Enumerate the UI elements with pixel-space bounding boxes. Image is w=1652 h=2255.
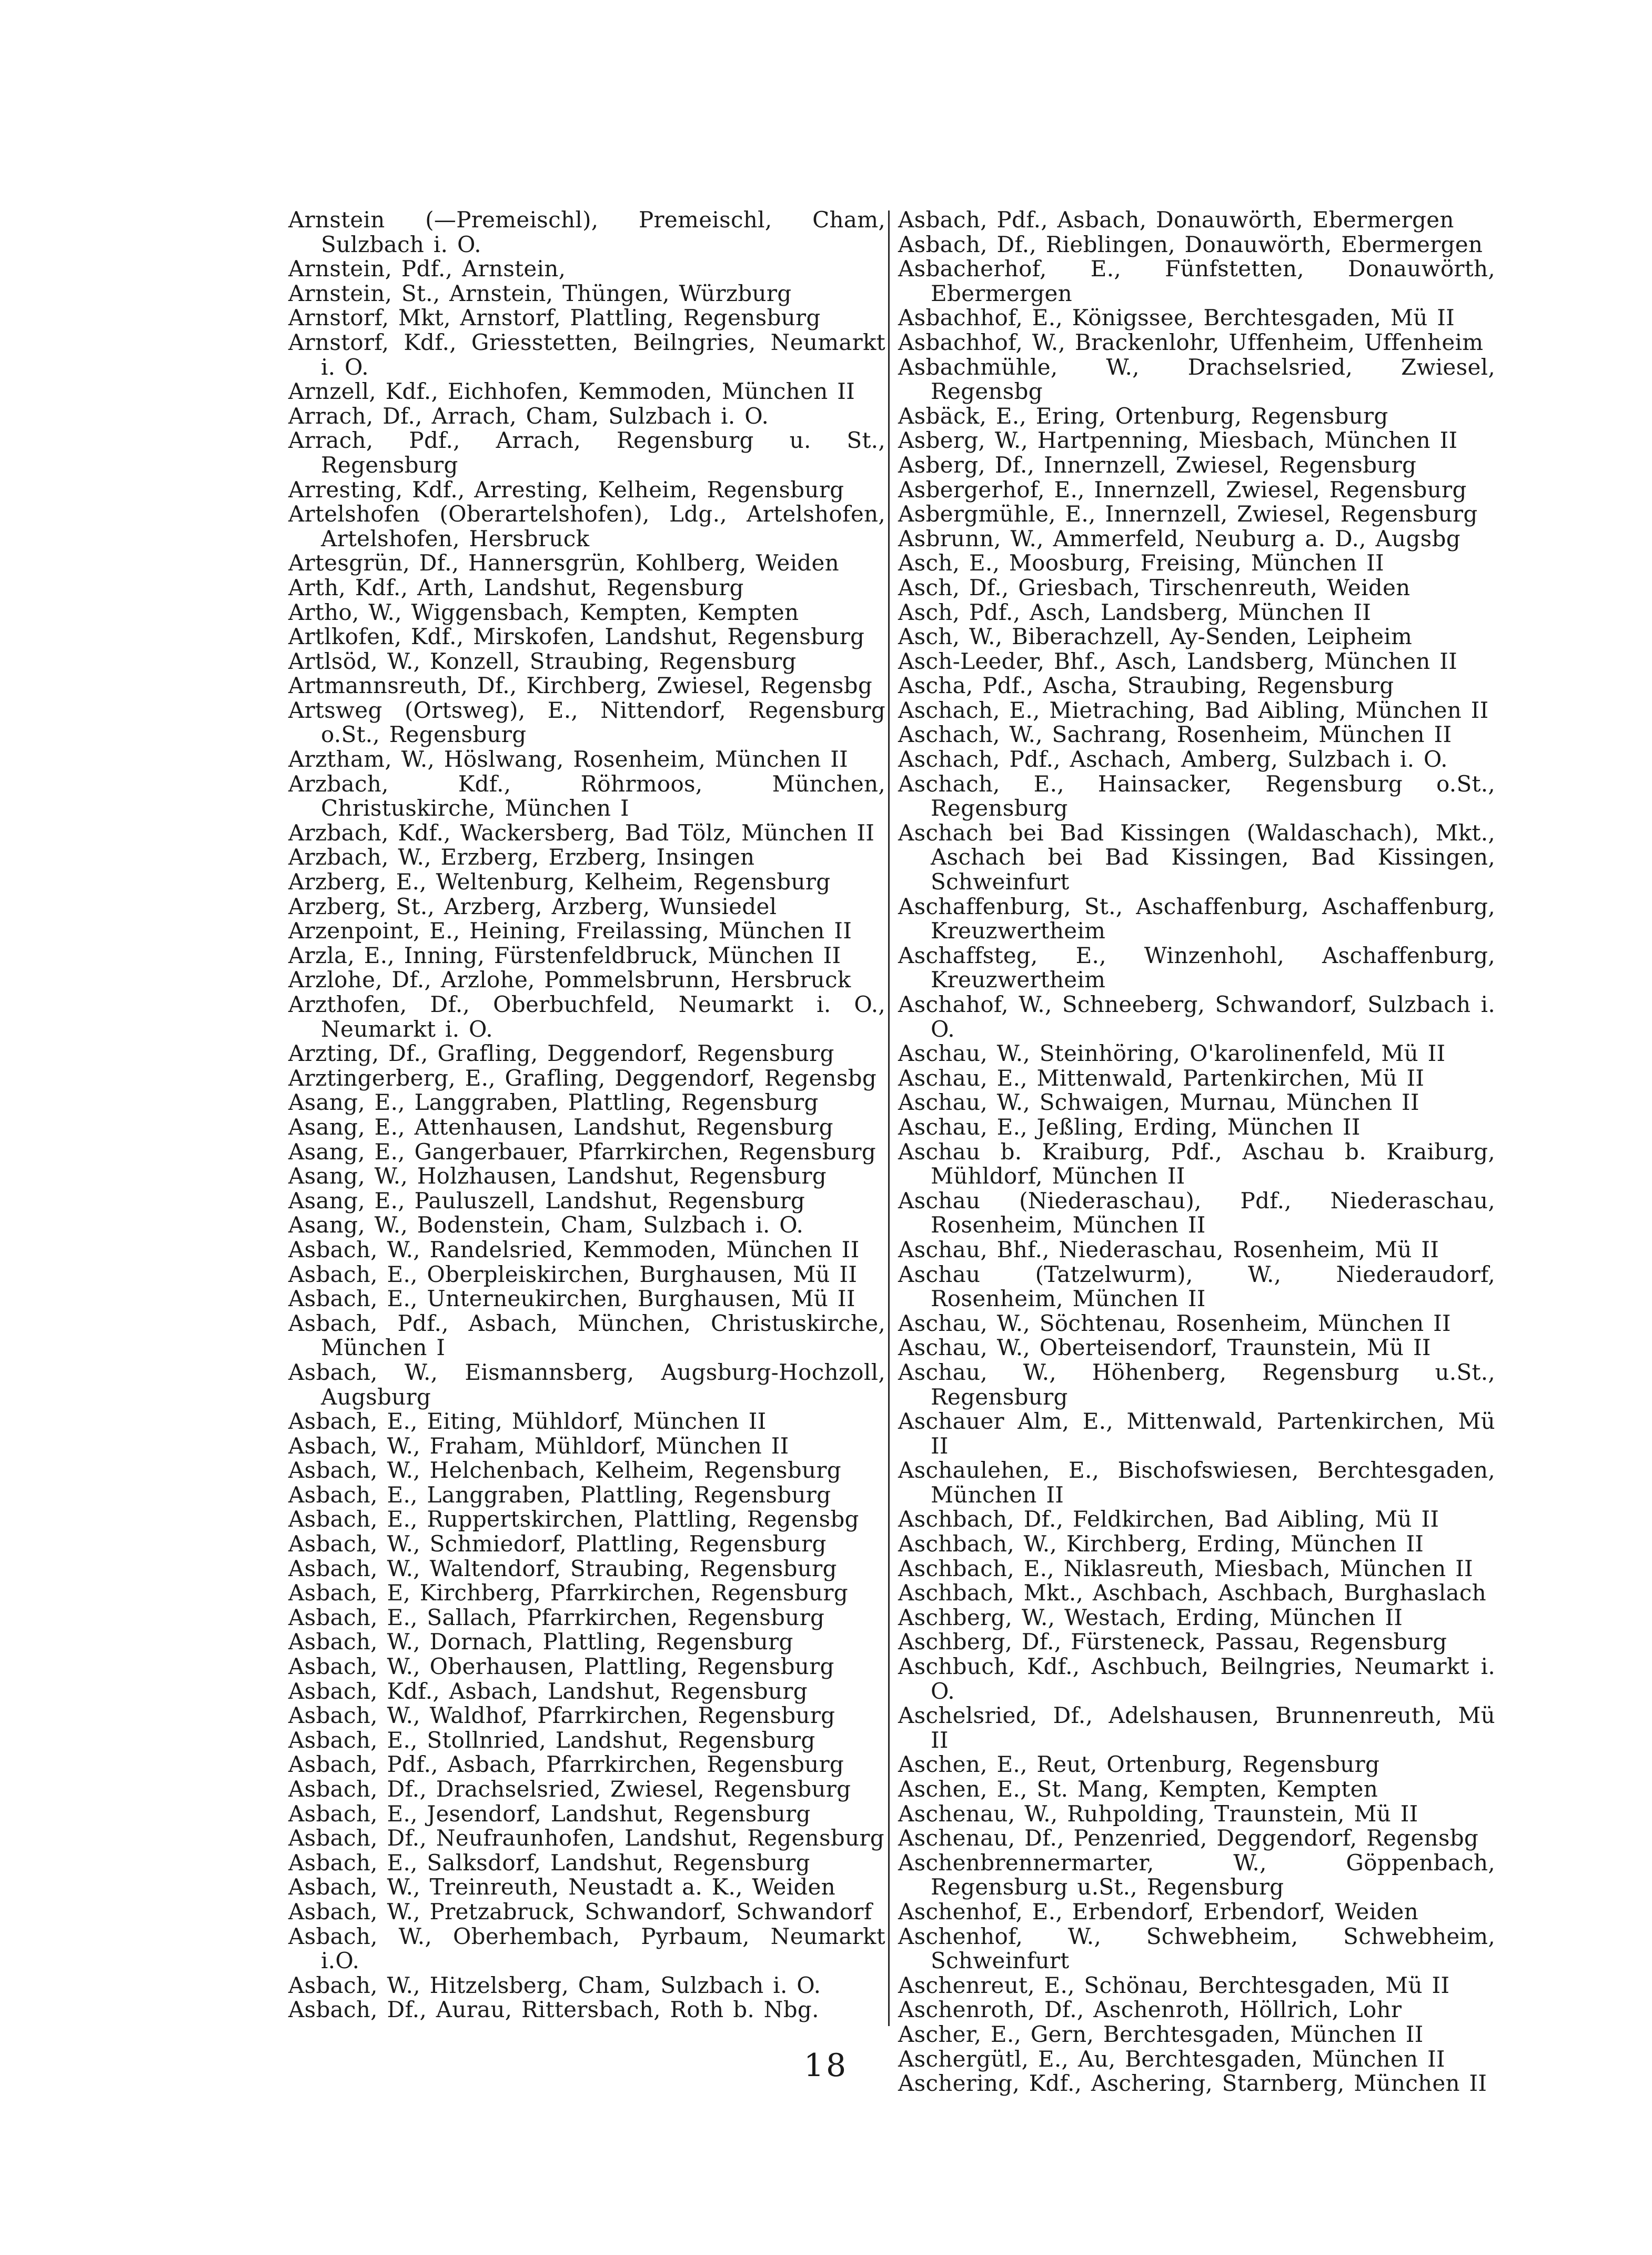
gazetteer-entry: Aschach bei Bad Kissingen (Waldaschach), Mkt., Aschach bei Bad Kissingen, Bad Kissingen, Schweinfurt xyxy=(898,819,1495,895)
gazetteer-entry: Asbach, E., Jesendorf, Landshut, Regensburg xyxy=(288,1800,811,1827)
gazetteer-entry: Arnstorf, Kdf., Griesstetten, Beilngries, Neumarkt i. O. xyxy=(288,329,885,380)
gazetteer-entry: Asbach, E., Langgraben, Plattling, Regensburg xyxy=(288,1481,831,1508)
gazetteer-entry: Aschelsried, Df., Adelshausen, Brunnenreuth, Mü II xyxy=(898,1702,1495,1753)
gazetteer-entry: Asbach, W., Dornach, Plattling, Regensburg xyxy=(288,1629,793,1655)
gazetteer-entry: Asbachhof, E., Königssee, Berchtesgaden, Mü II xyxy=(898,305,1455,331)
gazetteer-entry: Asbach, W., Waltendorf, Straubing, Regensburg xyxy=(288,1555,837,1581)
gazetteer-entry: Arzthofen, Df., Oberbuchfeld, Neumarkt i. O., Neumarkt i. O. xyxy=(288,991,885,1042)
right-column xyxy=(898,208,1495,2096)
gazetteer-entry: Asch, Df., Griesbach, Tirschenreuth, Weiden xyxy=(898,574,1411,600)
gazetteer-entry: Asbach, Df., Drachselsried, Zwiesel, Regensburg xyxy=(288,1776,851,1802)
left-column xyxy=(288,208,885,2022)
gazetteer-entry: Asbachhof, W., Brackenlohr, Uffenheim, Uffenheim xyxy=(898,329,1484,355)
gazetteer-entry: Asbach, Pdf., Asbach, München, Christuskirche, München I xyxy=(288,1310,885,1361)
gazetteer-entry: Asch-Leeder, Bhf., Asch, Landsberg, München II xyxy=(898,648,1458,674)
gazetteer-entry: Arzbach, Kdf., Wackersberg, Bad Tölz, München II xyxy=(288,819,875,846)
gazetteer-entry: Aschau, W., Oberteisendorf, Traunstein, Mü II xyxy=(898,1335,1431,1361)
gazetteer-entry: Aschau, Bhf., Niederaschau, Rosenheim, Mü II xyxy=(898,1236,1439,1262)
gazetteer-entry: Asang, W., Bodenstein, Cham, Sulzbach i. O. xyxy=(288,1212,804,1238)
gazetteer-entry: Artmannsreuth, Df., Kirchberg, Zwiesel, Regensbg xyxy=(288,673,873,699)
gazetteer-entry: Asang, E., Langgraben, Plattling, Regensburg xyxy=(288,1089,819,1116)
gazetteer-entry: Arzbach, W., Erzberg, Erzberg, Insingen xyxy=(288,844,755,870)
gazetteer-entry: Artlsöd, W., Konzell, Straubing, Regensburg xyxy=(288,648,797,674)
gazetteer-entry: Aschau, E., Mittenwald, Partenkirchen, Mü II xyxy=(898,1065,1425,1091)
gazetteer-entry: Aschach, W., Sachrang, Rosenheim, München II xyxy=(898,721,1452,748)
gazetteer-entry: Artho, W., Wiggensbach, Kempten, Kempten xyxy=(288,599,799,625)
gazetteer-entry: Aschen, E., St. Mang, Kempten, Kempten xyxy=(898,1776,1378,1802)
gazetteer-entry: Arzla, E., Inning, Fürstenfeldbruck, München II xyxy=(288,942,841,968)
gazetteer-entry: Aschberg, W., Westach, Erding, München II xyxy=(898,1604,1403,1630)
gazetteer-entry: Asbach, W., Pretzabruck, Schwandorf, Schwandorf xyxy=(288,1898,872,1925)
gazetteer-entry: Arzberg, E., Weltenburg, Kelheim, Regensburg xyxy=(288,869,831,895)
gazetteer-entry: Asbergmühle, E., Innernzell, Zwiesel, Regensburg xyxy=(898,501,1478,527)
gazetteer-entry: Asbach, W., Hitzelsberg, Cham, Sulzbach i. O. xyxy=(288,1972,821,1998)
gazetteer-entry: Asang, E., Pauluszell, Landshut, Regensburg xyxy=(288,1187,805,1214)
gazetteer-entry: Aschau, W., Schwaigen, Murnau, München II xyxy=(898,1089,1419,1116)
gazetteer-entry: Asbach, Pdf., Asbach, Donauwörth, Ebermergen xyxy=(898,207,1454,233)
gazetteer-entry: Asbach, W., Schmiedorf, Plattling, Regensburg xyxy=(288,1531,827,1557)
gazetteer-entry: Aschbach, Mkt., Aschbach, Aschbach, Burghaslach xyxy=(898,1580,1487,1606)
gazetteer-entry: Asch, W., Biberachzell, Ay-Senden, Leipheim xyxy=(898,624,1413,650)
gazetteer-entry: Asbach, W., Treinreuth, Neustadt a. K., Weiden xyxy=(288,1874,836,1900)
gazetteer-entry: Asberg, W., Hartpenning, Miesbach, München II xyxy=(898,427,1458,454)
gazetteer-entry: Asbach, E, Kirchberg, Pfarrkirchen, Regensburg xyxy=(288,1580,848,1606)
gazetteer-entry: Ascha, Pdf., Ascha, Straubing, Regensburg xyxy=(898,673,1394,699)
gazetteer-entry: Aschbach, Df., Feldkirchen, Bad Aibling, Mü II xyxy=(898,1506,1439,1532)
gazetteer-entry: Asberg, Df., Innernzell, Zwiesel, Regensburg xyxy=(898,452,1417,478)
gazetteer-entry: Arnstein (—Premeischl), Premeischl, Cham, Sulzbach i. O. xyxy=(288,207,885,257)
gazetteer-entry: Asbach, W., Oberhausen, Plattling, Regensburg xyxy=(288,1653,834,1680)
gazetteer-entry: Asbach, Df., Rieblingen, Donauwörth, Ebermergen xyxy=(898,231,1483,257)
gazetteer-entry: Arnstein, St., Arnstein, Thüngen, Würzburg xyxy=(288,280,792,306)
page-number: 18 xyxy=(803,2047,849,2084)
gazetteer-entry: Aschau (Niederaschau), Pdf., Niederaschau, Rosenheim, München II xyxy=(898,1187,1495,1238)
gazetteer-entry: Arrach, Pdf., Arrach, Regensburg u. St., Regensburg xyxy=(288,427,885,478)
gazetteer-entry: Aschenhof, E., Erbendorf, Erbendorf, Weiden xyxy=(898,1898,1418,1925)
gazetteer-entry: Aschaulehen, E., Bischofswiesen, Berchtesgaden, München II xyxy=(898,1457,1495,1508)
gazetteer-entry: Asbach, E., Oberpleiskirchen, Burghausen, Mü II xyxy=(288,1261,858,1287)
gazetteer-entry: Asbach, Pdf., Asbach, Pfarrkirchen, Regensburg xyxy=(288,1751,844,1778)
gazetteer-entry: Arresting, Kdf., Arresting, Kelheim, Regensburg xyxy=(288,476,844,503)
gazetteer-entry: Asbach, W., Eismannsberg, Augsburg-Hochzoll, Augsburg xyxy=(288,1359,885,1410)
gazetteer-entry: Asbach, E., Sallach, Pfarrkirchen, Regensburg xyxy=(288,1604,825,1630)
gazetteer-entry: Aschenhof, W., Schwebheim, Schwebheim, Schweinfurt xyxy=(898,1923,1495,1974)
gazetteer-entry: Aschach, E., Mietraching, Bad Aibling, München II xyxy=(898,697,1489,723)
gazetteer-entry: Aschau, W., Söchtenau, Rosenheim, München II xyxy=(898,1310,1451,1336)
gazetteer-entry: Asbach, W., Waldhof, Pfarrkirchen, Regensburg xyxy=(288,1702,835,1729)
gazetteer-entry: Asbrunn, W., Ammerfeld, Neuburg a. D., Augsbg xyxy=(898,525,1460,552)
gazetteer-entry: Aschach, Pdf., Aschach, Amberg, Sulzbach i. O. xyxy=(898,746,1448,773)
gazetteer-entry: Aschenbrennermarter, W., Göppenbach, Regensburg u.St., Regensburg xyxy=(898,1849,1495,1900)
gazetteer-entry: Asbach, E., Unterneukirchen, Burghausen, Mü II xyxy=(288,1286,855,1312)
gazetteer-entry: Aschenroth, Df., Aschenroth, Höllrich, Lohr xyxy=(898,1997,1402,2023)
gazetteer-entry: Aschauer Alm, E., Mittenwald, Partenkirchen, Mü II xyxy=(898,1408,1495,1459)
gazetteer-entry: Aschau (Tatzelwurm), W., Niederaudorf, Rosenheim, München II xyxy=(898,1261,1495,1312)
gazetteer-entry: Artsweg (Ortsweg), E., Nittendorf, Regensburg o.St., Regensburg xyxy=(288,697,885,748)
gazetteer-entry: Asbach, E., Ruppertskirchen, Plattling, Regensbg xyxy=(288,1506,859,1532)
gazetteer-entry: Arnzell, Kdf., Eichhofen, Kemmoden, München II xyxy=(288,378,855,405)
column-divider xyxy=(888,211,890,2026)
gazetteer-entry: Arnstorf, Mkt, Arnstorf, Plattling, Regensburg xyxy=(288,305,821,331)
gazetteer-entry: Aschenau, Df., Penzenried, Deggendorf, Regensbg xyxy=(898,1825,1479,1851)
gazetteer-entry: Arzenpoint, E., Heining, Freilassing, München II xyxy=(288,918,852,944)
gazetteer-entry: Aschberg, Df., Fürsteneck, Passau, Regensburg xyxy=(898,1629,1447,1655)
gazetteer-entry: Asbach, Df., Neufraunhofen, Landshut, Regensburg xyxy=(288,1825,884,1851)
gazetteer-entry: Aschach, E., Hainsacker, Regensburg o.St., Regensburg xyxy=(898,770,1495,821)
gazetteer-entry: Ascher, E., Gern, Berchtesgaden, München II xyxy=(898,2021,1424,2047)
gazetteer-entry: Aschau, E., Jeßling, Erding, München II xyxy=(898,1114,1361,1140)
gazetteer-entry: Arzting, Df., Grafling, Deggendorf, Regensburg xyxy=(288,1040,834,1067)
gazetteer-entry: Asang, W., Holzhausen, Landshut, Regensburg xyxy=(288,1163,827,1189)
gazetteer-entry: Aschbuch, Kdf., Aschbuch, Beilngries, Neumarkt i. O. xyxy=(898,1653,1495,1704)
gazetteer-entry: Arzlohe, Df., Arzlohe, Pommelsbrunn, Hersbruck xyxy=(288,967,851,993)
gazetteer-entry: Aschbach, W., Kirchberg, Erding, München II xyxy=(898,1531,1424,1557)
gazetteer-entry: Arth, Kdf., Arth, Landshut, Regensburg xyxy=(288,574,744,600)
gazetteer-entry: Aschaffsteg, E., Winzenhohl, Aschaffenburg, Kreuzwertheim xyxy=(898,942,1495,993)
gazetteer-entry: Asang, E., Attenhausen, Landshut, Regensburg xyxy=(288,1114,833,1140)
gazetteer-entry: Asbach, E., Eiting, Mühldorf, München II xyxy=(288,1408,767,1435)
gazetteer-entry: Arnstein, Pdf., Arnstein, xyxy=(288,256,566,282)
gazetteer-entry: Arztingerberg, E., Grafling, Deggendorf, Regensbg xyxy=(288,1065,877,1091)
gazetteer-entry: Aschau, W., Höhenberg, Regensburg u.St., Regensburg xyxy=(898,1359,1495,1410)
gazetteer-entry: Artelshofen (Oberartelshofen), Ldg., Artelshofen, Artelshofen, Hersbruck xyxy=(288,501,885,552)
gazetteer-entry: Asbach, Df., Aurau, Rittersbach, Roth b. Nbg. xyxy=(288,1997,819,2023)
gazetteer-entry: Asbach, W., Helchenbach, Kelheim, Regensburg xyxy=(288,1457,841,1484)
gazetteer-entry: Asbäck, E., Ering, Ortenburg, Regensburg xyxy=(898,403,1388,429)
gazetteer-entry: Asang, E., Gangerbauer, Pfarrkirchen, Regensburg xyxy=(288,1138,876,1165)
gazetteer-entry: Aschergütl, E., Au, Berchtesgaden, München II xyxy=(898,2046,1445,2072)
gazetteer-entry: Aschau, W., Steinhöring, O'karolinenfeld, Mü II xyxy=(898,1040,1446,1067)
gazetteer-entry: Aschenau, W., Ruhpolding, Traunstein, Mü II xyxy=(898,1800,1418,1827)
gazetteer-entry: Arztham, W., Höslwang, Rosenheim, München II xyxy=(288,746,848,773)
gazetteer-entry: Aschbach, E., Niklasreuth, Miesbach, München II xyxy=(898,1555,1473,1581)
gazetteer-entry: Asbergerhof, E., Innernzell, Zwiesel, Regensburg xyxy=(898,476,1467,503)
gazetteer-entry: Arzbach, Kdf., Röhrmoos, München, Christuskirche, München I xyxy=(288,770,885,821)
gazetteer-entry: Aschaffenburg, St., Aschaffenburg, Aschaffenburg, Kreuzwertheim xyxy=(898,893,1495,944)
gazetteer-entry: Asbach, W., Fraham, Mühldorf, München II xyxy=(288,1432,789,1459)
gazetteer-entry: Asbach, Kdf., Asbach, Landshut, Regensburg xyxy=(288,1678,808,1704)
gazetteer-entry: Asbach, W., Randelsried, Kemmoden, München II xyxy=(288,1236,860,1262)
gazetteer-entry: Aschahof, W., Schneeberg, Schwandorf, Sulzbach i. O. xyxy=(898,991,1495,1042)
gazetteer-entry: Asch, E., Moosburg, Freising, München II xyxy=(898,550,1384,576)
gazetteer-entry: Artlkofen, Kdf., Mirskofen, Landshut, Regensburg xyxy=(288,624,865,650)
gazetteer-entry: Aschering, Kdf., Aschering, Starnberg, München II xyxy=(898,2070,1487,2097)
gazetteer-entry: Arzberg, St., Arzberg, Arzberg, Wunsiedel xyxy=(288,893,777,919)
gazetteer-entry: Artesgrün, Df., Hannersgrün, Kohlberg, Weiden xyxy=(288,550,839,576)
gazetteer-entry: Arrach, Df., Arrach, Cham, Sulzbach i. O. xyxy=(288,403,769,429)
gazetteer-entry: Aschen, E., Reut, Ortenburg, Regensburg xyxy=(898,1751,1380,1778)
gazetteer-entry: Asbach, W., Oberhembach, Pyrbaum, Neumarkt i.O. xyxy=(288,1923,885,1974)
gazetteer-entry: Aschenreut, E., Schönau, Berchtesgaden, Mü II xyxy=(898,1972,1450,1998)
gazetteer-entry: Asch, Pdf., Asch, Landsberg, München II xyxy=(898,599,1372,625)
gazetteer-entry: Asbacherhof, E., Fünfstetten, Donauwörth, Ebermergen xyxy=(898,256,1495,306)
gazetteer-entry: Aschau b. Kraiburg, Pdf., Aschau b. Kraiburg, Mühldorf, München II xyxy=(898,1138,1495,1189)
gazetteer-entry: Asbachmühle, W., Drachselsried, Zwiesel, Regensbg xyxy=(898,354,1495,405)
gazetteer-entry: Asbach, E., Stollnried, Landshut, Regensburg xyxy=(288,1727,815,1753)
gazetteer-entry: Asbach, E., Salksdorf, Landshut, Regensburg xyxy=(288,1849,810,1876)
